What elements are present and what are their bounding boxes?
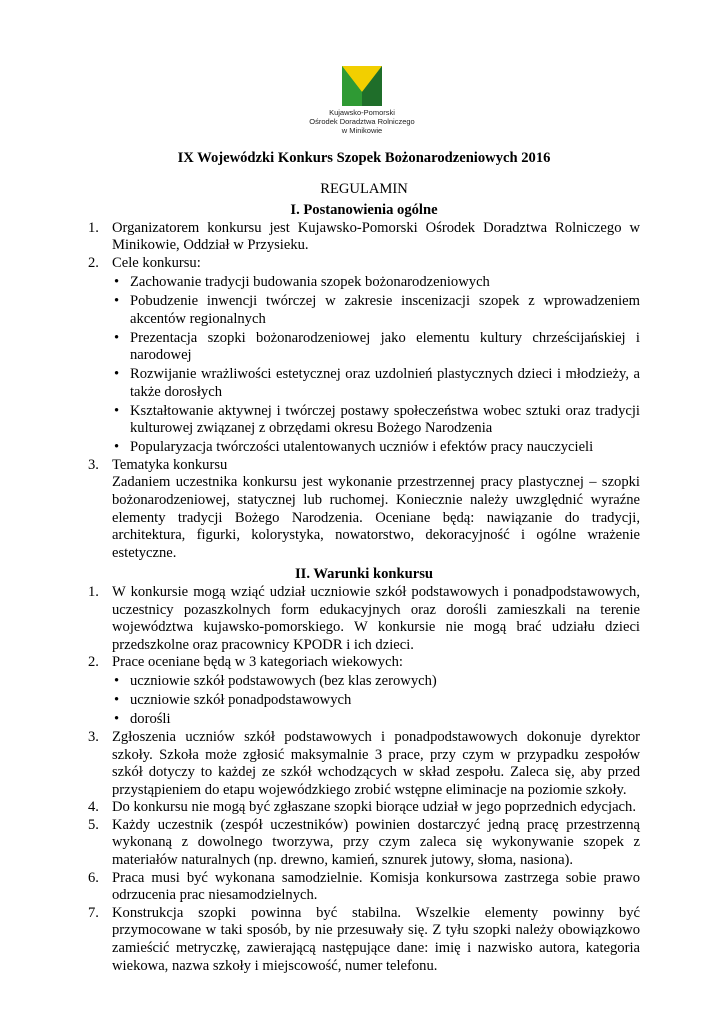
kpodr-logo-icon bbox=[342, 66, 382, 106]
bullet-icon: • bbox=[114, 673, 120, 690]
general-provisions-list bbox=[88, 220, 640, 563]
list-item bbox=[88, 870, 640, 905]
list-item bbox=[88, 729, 640, 799]
item-number: 6. bbox=[88, 869, 99, 886]
goal-text: Pobudzenie inwencji twórczej w zakresie inscenizacji szopek z wprowadzeniem akcentów regionalnych bbox=[130, 292, 640, 327]
item-text: Zgłoszenia uczniów szkół podstawowych i ponadpodstawowych dokonuje dyrektor szkoły. Szkoła może zgłosić maksymalnie 3 prace, przy czym w przypadku zespołów szkół dotyczy to każdej ze szkół wchodzących w skład zespołu. Zaleca się, aby przed przystąpieniem do etapu wojewódzkiego zrobić wstępne eliminacje na poziomie szkoły. bbox=[112, 728, 640, 798]
list-item bbox=[88, 457, 640, 563]
item-number: 2. bbox=[88, 654, 99, 671]
list-item bbox=[88, 584, 640, 654]
bullet-icon: • bbox=[114, 439, 120, 456]
category-text: uczniowie szkół podstawowych (bez klas zerowych) bbox=[130, 673, 437, 690]
logo-caption bbox=[300, 108, 424, 135]
item-number: 3. bbox=[88, 456, 99, 473]
item-text: Prace oceniane będą w 3 kategoriach wiekowych: bbox=[112, 654, 403, 671]
bullet-icon: • bbox=[114, 366, 120, 383]
goal-text: Zachowanie tradycji budowania szopek bożonarodzeniowych bbox=[130, 273, 490, 290]
item-text: Cele konkursu: bbox=[112, 254, 201, 271]
category-text: uczniowie szkół ponadpodstawowych bbox=[130, 692, 352, 709]
logo-line: Ośrodek Doradztwa Rolniczego bbox=[309, 117, 415, 126]
item-number: 3. bbox=[88, 728, 99, 745]
item-text: Tematyka konkursu bbox=[112, 456, 228, 473]
section-heading-conditions: II. Warunki konkursu bbox=[294, 566, 434, 583]
item-text: Do konkursu nie mogą być zgłaszane szopki biorące udział w jego poprzednich edycjach. bbox=[112, 799, 636, 816]
list-item bbox=[88, 799, 640, 817]
goal-text: Rozwijanie wrażliwości estetycznej oraz uzdolnień plastycznych dzieci i młodzieży, a także dorosłych bbox=[130, 366, 640, 400]
age-categories-list bbox=[112, 673, 640, 729]
goal-item bbox=[112, 403, 640, 438]
list-item bbox=[88, 654, 640, 729]
kpodr-logo bbox=[300, 66, 424, 135]
item-number: 1. bbox=[88, 584, 99, 600]
logo-line: w Minikowie bbox=[341, 126, 383, 135]
goal-item bbox=[112, 366, 640, 401]
item-text: Każdy uczestnik (zespół uczestników) powinien dostarczyć jedną pracę przestrzenną wykonaną z dowolnego tworzywa, przy czym zaleca się wykonywanie szopek z materiałów naturalnych (np. drewno, kamień, sznurek jutowy, słoma, nasiona). bbox=[112, 816, 640, 869]
list-item bbox=[88, 905, 640, 975]
bullet-icon: • bbox=[114, 292, 120, 309]
document-body bbox=[88, 150, 640, 975]
list-item bbox=[88, 220, 640, 255]
item-text: Praca musi być wykonana samodzielnie. Komisja konkursowa zastrzega sobie prawo odrzucenia prac niesamodzielnych. bbox=[112, 869, 640, 904]
bullet-icon: • bbox=[114, 329, 120, 346]
category-item bbox=[112, 711, 640, 729]
bullet-icon: • bbox=[114, 711, 120, 728]
section-heading-general: I. Postanowienia ogólne bbox=[290, 202, 438, 219]
bullet-icon: • bbox=[114, 692, 120, 709]
goal-item bbox=[112, 293, 640, 328]
document-title: IX Wojewódzki Konkurs Szopek Bożonarodzeniowych 2016 bbox=[177, 150, 551, 166]
theme-description: Zadaniem uczestnika konkursu jest wykonanie przestrzennej pracy plastycznej – szopki bożonarodzeniowej, statycznej lub ruchomej. Koniecznie należy uwzględnić wyraźne elementy tradycji Bożego Narodzenia. Oceniane będą: nawiązanie do tradycji, architektura, figurki, kolorystyka, nowatorstwo, dekoracyjność i ogólne wrażenie estetyczne. bbox=[112, 474, 640, 561]
document-subtitle: REGULAMIN bbox=[320, 180, 408, 197]
goal-item bbox=[112, 439, 640, 457]
goal-text: Kształtowanie aktywnej i twórczej postawy społeczeństwa wobec sztuki oraz tradycji kulturowej związanej z obrzędami okresu Bożego Narodzenia bbox=[130, 402, 640, 437]
category-item bbox=[112, 673, 640, 691]
list-item bbox=[88, 817, 640, 870]
item-number: 5. bbox=[88, 816, 99, 833]
logo-line: Kujawsko-Pomorski bbox=[329, 108, 395, 117]
goal-text: Popularyzacja twórczości utalentowanych uczniów i efektów pracy nauczycieli bbox=[130, 439, 594, 456]
goal-item bbox=[112, 330, 640, 365]
goal-text: Prezentacja szopki bożonarodzeniowej jako elementu kultury chrześcijańskiej i narodowej bbox=[130, 329, 640, 364]
category-text: dorośli bbox=[130, 711, 171, 728]
item-number: 2. bbox=[88, 254, 99, 271]
list-item bbox=[88, 255, 640, 457]
item-number: 7. bbox=[88, 904, 99, 921]
category-item bbox=[112, 692, 640, 710]
bullet-icon: • bbox=[114, 402, 120, 419]
bullet-icon: • bbox=[114, 273, 120, 290]
goals-list bbox=[112, 274, 640, 457]
item-text: Organizatorem konkursu jest Kujawsko-Pomorski Ośrodek Doradztwa Rolniczego w Minikowie, Oddział w Przysieku. bbox=[112, 219, 640, 254]
item-text: W konkursie mogą wziąć udział uczniowie szkół podstawowych i ponadpodstawowych, uczestnicy pozaszkolnych form edukacyjnych oraz dorośli zamieszkali na terenie województwa kujawsko-pomorskiego. W konkursie nie mogą brać udziału dzieci przedszkolne oraz pracownicy KPODR i ich dzieci. bbox=[112, 584, 640, 653]
conditions-list bbox=[88, 584, 640, 975]
item-number: 4. bbox=[88, 799, 99, 816]
item-text: Konstrukcja szopki powinna być stabilna. Wszelkie elementy powinny być przymocowane w taki sposób, by nie przesuwały się. Z tyłu szopki należy obowiązkowo zamieścić metryczkę, zawierającą następujące dane: imię i nazwisko autora, kategoria wiekowa, nazwa szkoły i miejscowość, numer telefonu. bbox=[112, 904, 640, 974]
item-number: 1. bbox=[88, 219, 99, 236]
goal-item bbox=[112, 274, 640, 292]
